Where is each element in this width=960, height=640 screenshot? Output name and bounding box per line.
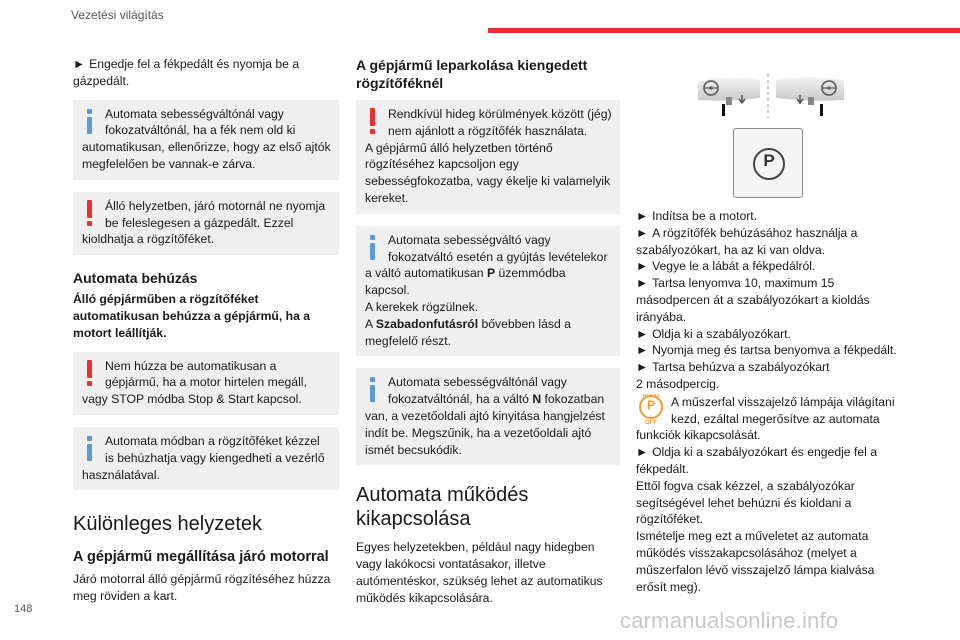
info-icon <box>82 106 98 136</box>
heading-cold-parking: A gépjármű leparkolása kiengedett rögzítőféknél <box>356 57 588 91</box>
lever-right-icon <box>820 104 823 116</box>
brake-pedal-right-icon <box>808 97 814 105</box>
disable-automatic-text: Egyes helyzetekben, például nagy hidegben vagy lakókocsi vontatásakor, illetve autómentéskor, szükség lehet az automatikus működés kikapcsolására. <box>356 540 603 605</box>
heading-disable-automatic: Automata működés kikapcsolása <box>356 484 529 531</box>
auto-off-lamp-row <box>636 394 902 444</box>
manual-only-text: Ettől fogva csak kézzel, a szabályozókar segítségével lehet behúzni és kioldani a rögzítőféket. <box>636 478 855 527</box>
step-seconds: 2 másodpercig. <box>636 376 720 391</box>
arrow-bullet-icon: ► <box>636 276 649 291</box>
info-icon <box>365 232 381 262</box>
heading-special-situations: Különleges helyzetek <box>73 513 263 536</box>
warning-box-cold-conditions: Rendkívül hideg körülmények között (jég) nem ajánlott a rögzítőfék használata. A gépjármű álló helyzetben történő rögzítéséhez kapcsoljon egy sebességfokozatba, vagy ékelje ki valamelyik kereket. <box>356 100 620 214</box>
brake-pedal-left-icon <box>726 97 732 105</box>
lamp-confirm-text: A műszerfal visszajelző lámpája világítani kezd, ezáltal megerősítve az automata funkciók kikapcsolását. <box>636 394 895 443</box>
arrow-bullet-icon: ► <box>73 57 86 71</box>
step-press-brake: ► Nyomja meg és tartsa benyomva a fékpedált. <box>636 343 897 358</box>
engine-running-text: Járó motorral álló gépjármű rögzítéséhez húzza meg röviden a kart. <box>73 572 331 604</box>
column-right <box>636 208 902 595</box>
warning-icon <box>365 106 381 136</box>
info-icon <box>365 374 381 404</box>
arrow-bullet-icon: ► <box>636 445 649 460</box>
arrow-bullet-icon: ► <box>636 259 649 274</box>
running-header: Vezetési világítás <box>71 8 164 22</box>
info-box-front-doors: Automata sebességváltónál vagy fokozatváltónál, ha a fék nem old ki automatikusan, ellenőrizze, hogy az első ajtók megfelelően be vannak-e zárva. <box>73 100 339 180</box>
parking-brake-p-label: P <box>763 151 775 170</box>
step-apply-brake: ► A rögzítőfék behúzásához használja a szabályozókart, ha az ki van oldva. <box>636 225 858 257</box>
warning-icon <box>82 198 98 228</box>
step-release-and-brake: ► Oldja ki a szabályozókart és engedje fel a fékpedált. <box>636 445 877 476</box>
repeat-operation-text: Ismételje meg ezt a műveletet az automata működés visszakapcsolásához (melyet a műszerfalon lévő visszajelző lámpa kialvása erősít meg). <box>636 529 875 594</box>
arrow-bullet-icon: ► <box>636 209 649 223</box>
heading-engine-running: A gépjármű megállítása járó motorral <box>73 549 329 566</box>
warning-box-accelerator: Álló helyzetben, járó motornál ne nyomja be feleslegesen a gázpedált. Ezzel kioldhatja a rögzítőféket. <box>73 192 339 255</box>
step-hold-lever: ► Tartsa lenyomva 10, maximum 15 másodpercen át a szabályozókart a kioldás irányába. <box>636 276 870 324</box>
arrow-bullet-icon: ► <box>636 343 649 358</box>
column-middle <box>356 56 620 607</box>
info-box-park-mode: Automata sebességváltó vagy fokozatváltó esetén a gyújtás levételekor a váltó automatikusan P üzemmódba kapcsol. A kerekek rögzülnek. A Szabadonfutásról bővebben lásd a megfelelő részt. <box>356 226 620 357</box>
header-accent-bar <box>488 28 960 33</box>
warning-icon <box>82 358 98 388</box>
page-number: 148 <box>14 603 33 615</box>
arrow-bullet-icon: ► <box>636 360 649 375</box>
watermark: carmanualsonline.info <box>620 608 839 633</box>
column-left <box>73 56 339 605</box>
arrow-bullet-icon: ► <box>636 326 649 341</box>
info-box-manual-mode: Automata módban a rögzítőféket kézzel is behúzhatja vagy kiengedheti a vezérlő használatával. <box>73 427 339 490</box>
steering-wheel-diagram <box>696 72 856 120</box>
info-box-neutral-gear: Automata sebességváltónál vagy fokozatváltónál, ha a váltó N fokozatban van, a vezetőoldali ajtó kinyitása hangjelzést indít be. Megszűnik, ha a vezetőoldali ajtó ismét becsukódik. <box>356 368 620 465</box>
arrow-bullet-icon: ► <box>636 225 649 240</box>
step-release-brake: ► Engedje fel a fékpedált és nyomja be a gázpedált. <box>73 57 300 88</box>
lever-left-icon <box>722 104 725 116</box>
warning-box-stop-start: Nem húzza be automatikusan a gépjármű, ha a motor hirtelen megáll, vagy STOP módba Stop & Start kapcsol. <box>73 352 339 415</box>
automatic-apply-lead: Álló gépjárműben a rögzítőféket automatikusan behúzza a gépjármű, ha a motort leállítják. <box>73 292 311 340</box>
auto-off-warning-lamp-icon: AUTO P OFF <box>636 395 666 427</box>
step-start-engine: ► Indítsa be a motort. <box>636 209 758 223</box>
step-pull-lever: ► Tartsa behúzva a szabályozókart <box>636 360 830 375</box>
info-icon <box>82 433 98 463</box>
step-release-lever: ► Oldja ki a szabályozókart. <box>636 326 791 341</box>
heading-automatic-apply: Automata behúzás <box>73 270 198 287</box>
step-remove-foot: ► Vegye le a lábát a fékpedálról. <box>636 259 816 274</box>
parking-brake-button <box>733 128 803 198</box>
